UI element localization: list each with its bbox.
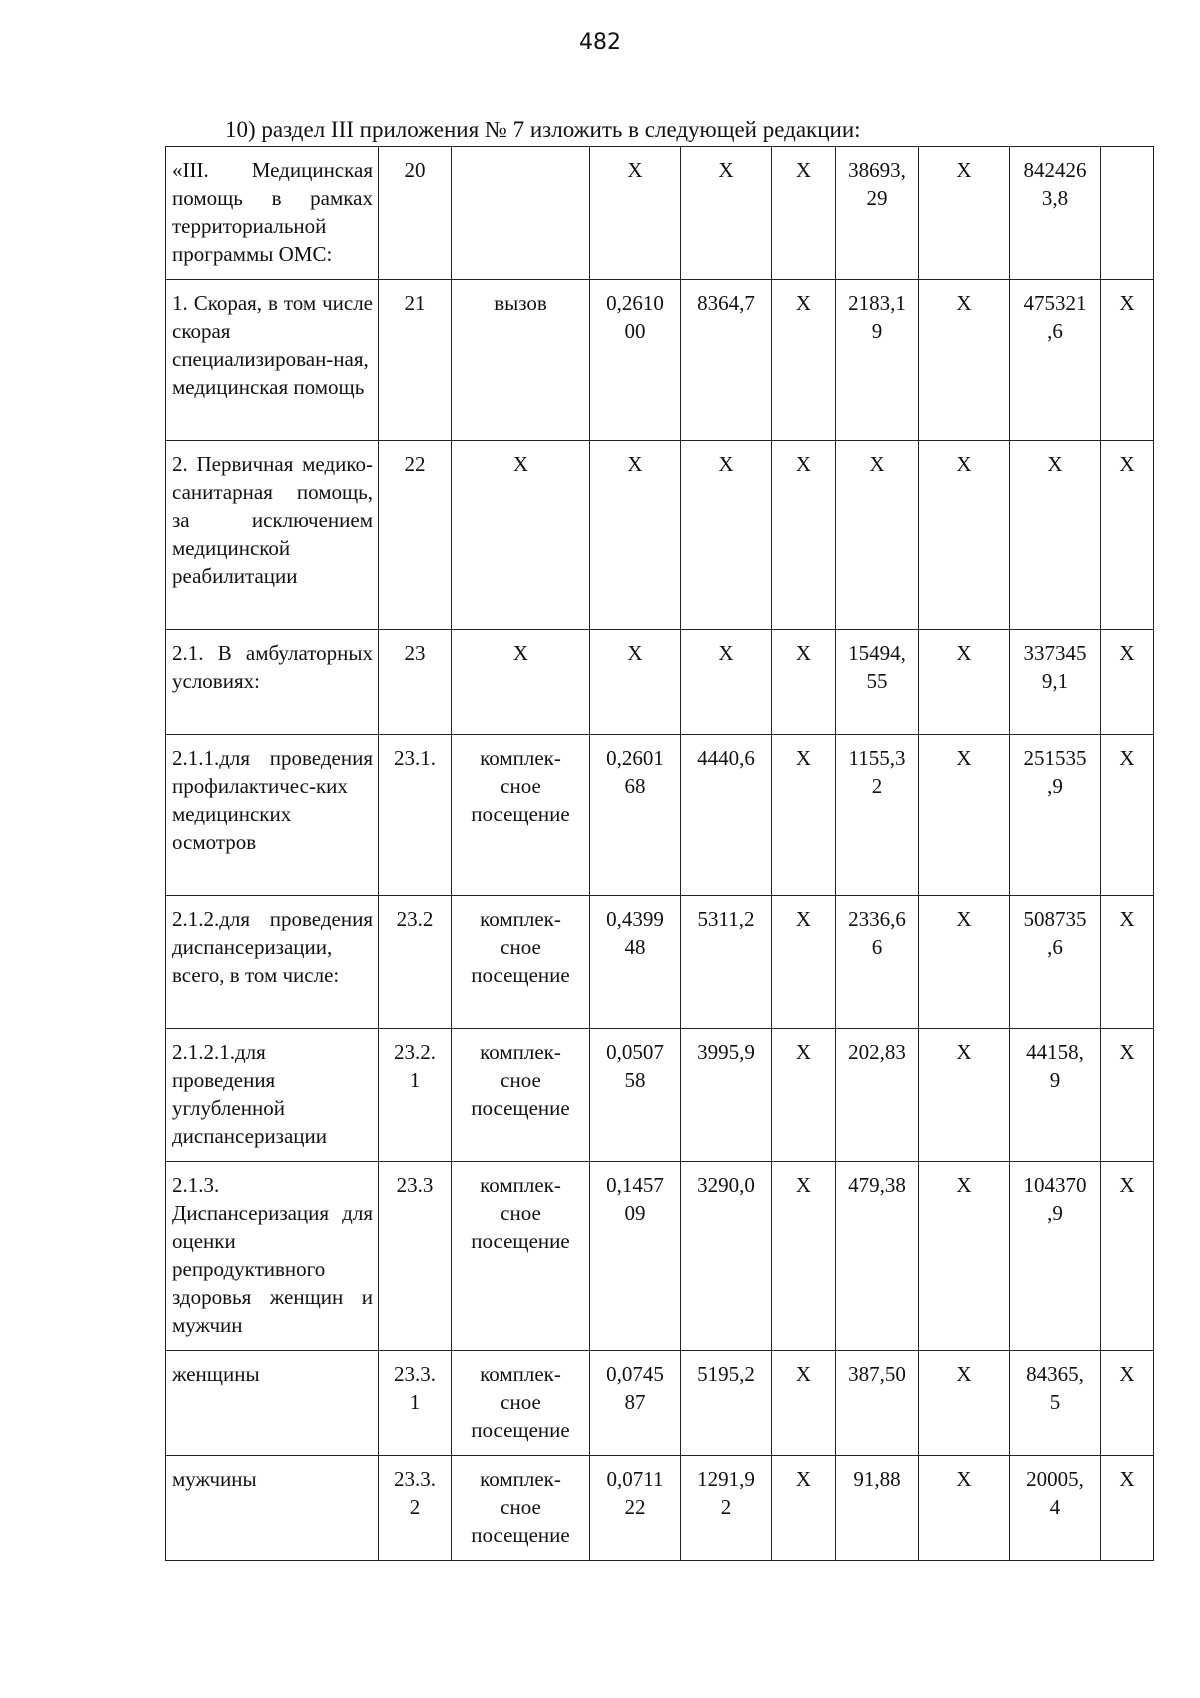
row-value-3-cell: X [772,1351,836,1456]
row-value-2-cell: 5195,2 [681,1351,772,1456]
row-value-7-cell [1101,147,1154,280]
table-row [166,1029,1154,1162]
row-value-1-cell: X [590,147,681,280]
row-value-6-cell: 842426 3,8 [1010,147,1101,280]
row-name-cell: женщины [166,1351,379,1456]
row-value-4-cell: 387,50 [836,1351,919,1456]
row-value-5-cell: X [919,1456,1010,1561]
row-unit-cell: комплек- сное посещение [452,1456,590,1561]
row-value-3-cell: X [772,441,836,630]
row-value-1-cell: 0,0507 58 [590,1029,681,1162]
row-name-cell: 2.1.2.для проведения диспансеризации, всего, в том числе: [166,896,379,1029]
row-name-cell: 2.1.1.для проведения профилактичес-ких медицинских осмотров [166,735,379,896]
row-value-3-cell: X [772,896,836,1029]
table-row [166,441,1154,630]
row-code-cell: 23.2. 1 [379,1029,452,1162]
row-value-2-cell: X [681,441,772,630]
row-value-1-cell: X [590,441,681,630]
row-unit-cell: комплек- сное посещение [452,1351,590,1456]
row-value-4-cell: 2183,1 9 [836,280,919,441]
row-value-2-cell: X [681,630,772,735]
row-value-7-cell: X [1101,735,1154,896]
row-value-3-cell: X [772,280,836,441]
row-value-6-cell: 84365, 5 [1010,1351,1101,1456]
row-code-cell: 23.2 [379,896,452,1029]
row-unit-cell: комплек- сное посещение [452,735,590,896]
row-value-4-cell: 38693, 29 [836,147,919,280]
row-value-2-cell: 4440,6 [681,735,772,896]
row-unit-cell: X [452,630,590,735]
row-unit-cell: комплек- сное посещение [452,1162,590,1351]
table-row [166,1162,1154,1351]
row-value-5-cell: X [919,147,1010,280]
row-unit-cell: вызов [452,280,590,441]
row-code-cell: 20 [379,147,452,280]
table-row [166,630,1154,735]
row-name-cell: 2. Первичная медико-санитарная помощь, за исключением медицинской реабилитации [166,441,379,630]
row-code-cell: 23 [379,630,452,735]
row-value-3-cell: X [772,147,836,280]
row-value-6-cell: 337345 9,1 [1010,630,1101,735]
row-value-2-cell: X [681,147,772,280]
row-value-7-cell: X [1101,630,1154,735]
row-code-cell: 23.1. [379,735,452,896]
row-value-4-cell: 15494, 55 [836,630,919,735]
row-value-5-cell: X [919,1351,1010,1456]
row-value-6-cell: 475321 ,6 [1010,280,1101,441]
row-value-7-cell: X [1101,1162,1154,1351]
intro-text: 10) раздел III приложения № 7 изложить в следующей редакции: [225,117,861,142]
row-value-1-cell: 0,1457 09 [590,1162,681,1351]
row-value-7-cell: X [1101,896,1154,1029]
row-code-cell: 23.3. 1 [379,1351,452,1456]
row-name-cell: мужчины [166,1456,379,1561]
row-value-1-cell: 0,2610 00 [590,280,681,441]
row-name-cell: 2.1.2.1.для проведения углубленной диспансеризации [166,1029,379,1162]
row-value-5-cell: X [919,1162,1010,1351]
page-number: 482 [579,30,621,55]
row-value-2-cell: 5311,2 [681,896,772,1029]
row-value-3-cell: X [772,630,836,735]
data-table [165,146,1154,1561]
row-value-4-cell: 479,38 [836,1162,919,1351]
row-value-1-cell: 0,0711 22 [590,1456,681,1561]
row-value-6-cell: 20005, 4 [1010,1456,1101,1561]
table-row [166,735,1154,896]
row-value-4-cell: 202,83 [836,1029,919,1162]
row-name-cell: «III. Медицинская помощь в рамках территориальной программы ОМС: [166,147,379,280]
row-value-7-cell: X [1101,441,1154,630]
row-unit-cell [452,147,590,280]
table-row [166,896,1154,1029]
row-value-1-cell: 0,2601 68 [590,735,681,896]
row-value-3-cell: X [772,1029,836,1162]
row-value-5-cell: X [919,630,1010,735]
row-name-cell: 2.1.3. Диспансеризация для оценки репродуктивного здоровья женщин и мужчин [166,1162,379,1351]
row-value-7-cell: X [1101,1029,1154,1162]
row-value-4-cell: 1155,3 2 [836,735,919,896]
table-row [166,280,1154,441]
row-value-2-cell: 1291,9 2 [681,1456,772,1561]
row-unit-cell: комплек- сное посещение [452,896,590,1029]
row-value-2-cell: 8364,7 [681,280,772,441]
row-value-5-cell: X [919,280,1010,441]
row-name-cell: 1. Скорая, в том числе скорая специализирован-ная, медицинская помощь [166,280,379,441]
row-value-6-cell: X [1010,441,1101,630]
row-value-1-cell: 0,0745 87 [590,1351,681,1456]
row-value-1-cell: X [590,630,681,735]
row-value-3-cell: X [772,1162,836,1351]
row-value-6-cell: 508735 ,6 [1010,896,1101,1029]
row-value-6-cell: 251535 ,9 [1010,735,1101,896]
row-value-6-cell: 104370 ,9 [1010,1162,1101,1351]
row-value-5-cell: X [919,896,1010,1029]
row-value-6-cell: 44158, 9 [1010,1029,1101,1162]
row-value-5-cell: X [919,735,1010,896]
row-value-5-cell: X [919,441,1010,630]
table-row [166,1351,1154,1456]
row-value-3-cell: X [772,735,836,896]
row-unit-cell: X [452,441,590,630]
row-value-4-cell: 2336,6 6 [836,896,919,1029]
row-value-5-cell: X [919,1029,1010,1162]
row-code-cell: 23.3. 2 [379,1456,452,1561]
row-value-2-cell: 3290,0 [681,1162,772,1351]
row-value-7-cell: X [1101,1351,1154,1456]
table-row [166,1456,1154,1561]
row-value-4-cell: X [836,441,919,630]
row-value-7-cell: X [1101,280,1154,441]
table-row [166,147,1154,280]
row-value-2-cell: 3995,9 [681,1029,772,1162]
row-code-cell: 21 [379,280,452,441]
row-code-cell: 22 [379,441,452,630]
row-value-7-cell: X [1101,1456,1154,1561]
row-unit-cell: комплек- сное посещение [452,1029,590,1162]
row-name-cell: 2.1. В амбулаторных условиях: [166,630,379,735]
row-code-cell: 23.3 [379,1162,452,1351]
row-value-3-cell: X [772,1456,836,1561]
row-value-1-cell: 0,4399 48 [590,896,681,1029]
row-value-4-cell: 91,88 [836,1456,919,1561]
